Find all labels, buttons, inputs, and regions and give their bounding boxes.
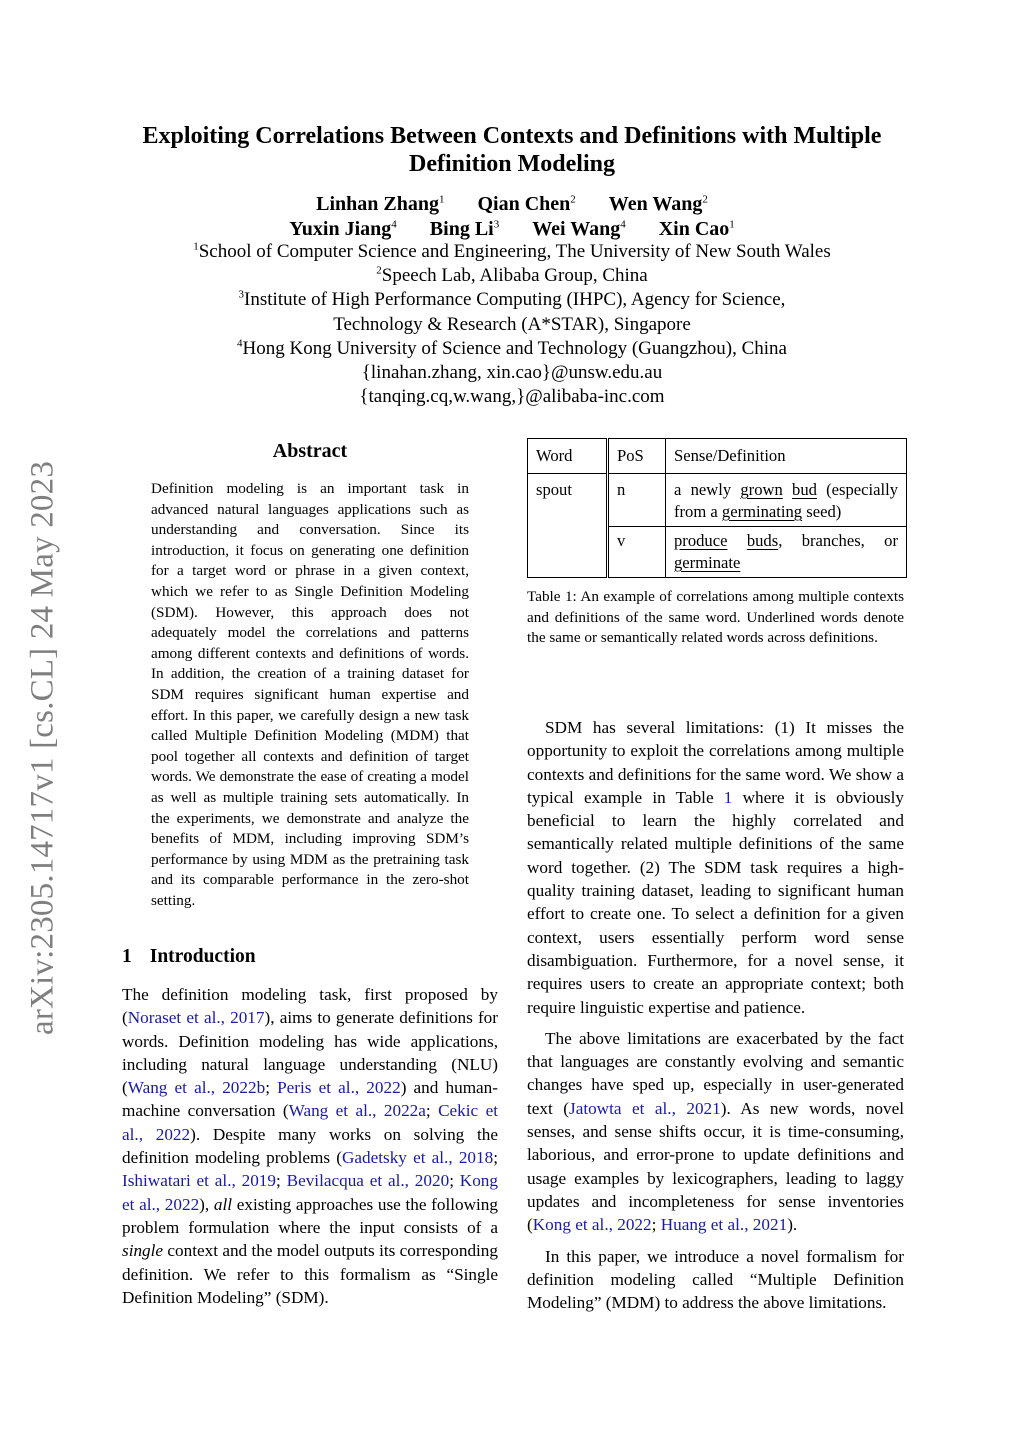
- citation-link[interactable]: Huang et al., 2021: [660, 1215, 788, 1235]
- author-row-1: [110, 192, 914, 217]
- citation-link[interactable]: Wang et al., 2022b: [127, 1078, 266, 1098]
- abstract-heading: Abstract: [272, 440, 348, 462]
- table-caption: Table 1: An example of correlations among multiple contexts and definitions of the same word. Underlined words denote the same or semantically related words across definitions.: [527, 588, 904, 647]
- cell-word: spout: [528, 476, 608, 578]
- affiliation-4: $^4$Hong Kong University of Science and Technology (Guangzhou), China: [237, 337, 787, 359]
- table-header-row: [528, 439, 907, 474]
- author: Bing Li$^3$: [429, 218, 500, 240]
- email-alibaba: {tanqing.cq,w.wang,}@alibaba-inc.com: [359, 386, 665, 408]
- author: Yuxin Jiang$^4$: [289, 218, 397, 240]
- table-ref-link[interactable]: 1: [723, 787, 733, 807]
- header-definition: Sense/Definition: [666, 439, 907, 474]
- intro-left-column: [122, 983, 498, 1309]
- table-1: [527, 438, 907, 578]
- affiliation-1: $^1$School of Computer Science and Engineering, The University of New South Wales: [193, 240, 831, 262]
- affiliation-2: $^2$Speech Lab, Alibaba Group, China: [376, 264, 648, 287]
- citation-link[interactable]: Ishiwatari et al., 2019: [122, 1171, 276, 1191]
- citation-link[interactable]: Peris et al., 2022: [277, 1078, 401, 1098]
- citation-link[interactable]: Jatowta et al., 2021: [569, 1098, 721, 1118]
- author: Wei Wang$^4$: [532, 218, 626, 240]
- title-line-2: Definition Modeling: [408, 151, 615, 177]
- header-pos: PoS: [608, 439, 666, 474]
- author: Xin Cao$^1$: [658, 218, 735, 240]
- author-list: [110, 192, 914, 242]
- title-line-1: Exploiting Correlations Between Contexts and Definitions with Multiple: [142, 123, 882, 149]
- citation-link[interactable]: Cekic et al., 2022: [122, 1101, 498, 1144]
- section-number: 1: [122, 946, 132, 967]
- citation-link[interactable]: Bevilacqua et al., 2020: [286, 1171, 450, 1191]
- cell-pos: n: [608, 476, 666, 527]
- author: Qian Chen$^2$: [477, 193, 576, 215]
- paper-title: [110, 122, 914, 178]
- citation-link[interactable]: Kong et al., 2022: [532, 1215, 652, 1235]
- abstract-body: Definition modeling is an important task in advanced natural languages applications such as understanding and conversation. Since its introduction, it focus on generating one definition for a target word or phrase in a given context, which we refer to as Single Definition Modeling (SDM). However, this approach does not adequately model the correlations and patterns among different contexts and definitions of words. In addition, the creation of a training dataset for SDM requires significant human expertise and effort. In this paper, we carefully design a new task called Multiple Definition Modeling (MDM) that pool together all contexts and definition of target words. We demonstrate the ease of creating a model as well as multiple training sets automatically. In the experiments, we demonstrate and analyze the benefits of MDM, including improving SDM’s performance by using MDM as the pretraining task and its comparable performance in the zero-shot setting.: [151, 480, 469, 909]
- author: Wen Wang$^2$: [608, 193, 708, 215]
- cell-definition: produce buds, branches, or germinate: [666, 527, 907, 578]
- header-word: Word: [528, 439, 608, 474]
- affiliation-3: $^3$Institute of High Performance Computing (IHPC), Agency for Science,: [238, 289, 786, 311]
- intro-paragraph-3: The above limitations are exacerbated by the fact that languages are constantly evolving and semantic changes have sped up, especially in user-generated text (Jatowta et al., 2021). As new words, novel senses, and sense shifts occur, it is time-consuming, laborious, and error-prone to update definitions and usage examples by lexicographers, leading to laggy updates and incompleteness for sense inventories (Kong et al., 2022; Huang et al., 2021).: [527, 1028, 905, 1235]
- citation-link[interactable]: Kong et al., 2022: [122, 1171, 498, 1214]
- intro-paragraph-2: SDM has several limitations: (1) It misses the opportunity to exploit the correlations among multiple contexts and definitions for the same word. We show a typical example in Table 1 where it is obviously beneficial to learn the highly correlated and semantically related multiple definitions of the same word together. (2) The SDM task requires a high-quality training dataset, leading to significant human effort to create one. To select a definition for a given context, users essentially perform word sense disambiguation. Furthermore, for a novel sense, it requires users to create an appropriate context; both require linguistic expertise and patience.: [527, 718, 904, 1017]
- affiliations: [110, 240, 914, 409]
- intro-right-column: [527, 716, 904, 1322]
- email-unsw: {linahan.zhang, xin.cao}@unsw.edu.au: [361, 362, 663, 384]
- affiliation-3-cont: Technology & Research (A*STAR), Singapore: [333, 313, 691, 335]
- author: Linhan Zhang$^1$: [316, 193, 445, 215]
- table-row: [528, 476, 907, 527]
- arxiv-stamp-text: arXiv:2305.14717v1 [cs.CL] 24 May 2023: [24, 460, 61, 1036]
- intro-paragraph-1: The definition modeling task, first proposed by (Noraset et al., 2017), aims to generate definitions for words. Definition modeling has wide applications, including natural language understanding (NLU) (Wang et al., 2022b; Peris et al., 2022) and human-machine conversation (Wang et al., 2022a; Cekic et al., 2022). Despite many works on solving the definition modeling problems (Gadetsky et al., 2018; Ishiwatari et al., 2019; Bevilacqua et al., 2020; Kong et al., 2022), all existing approaches use the following problem formulation where the input consists of a single context and the model outputs its corresponding definition. We refer to this formalism as “Single Definition Modeling” (SDM).: [122, 985, 499, 1307]
- section-title: Introduction: [149, 946, 256, 967]
- section-heading-introduction: [122, 946, 256, 968]
- intro-paragraph-4: In this paper, we introduce a novel formalism for definition modeling called “Multiple Definition Modeling” (MDM) to address the above limitations.: [527, 1246, 904, 1313]
- cell-definition: a newly grown bud (especially from a germinating seed): [666, 476, 907, 527]
- citation-link[interactable]: Noraset et al., 2017: [127, 1008, 265, 1028]
- arxiv-stamp: [20, 438, 66, 1058]
- citation-link[interactable]: Gadetsky et al., 2018: [341, 1148, 494, 1168]
- citation-link[interactable]: Wang et al., 2022a: [288, 1101, 426, 1121]
- cell-pos: v: [608, 527, 666, 578]
- author-row-2: [110, 217, 914, 242]
